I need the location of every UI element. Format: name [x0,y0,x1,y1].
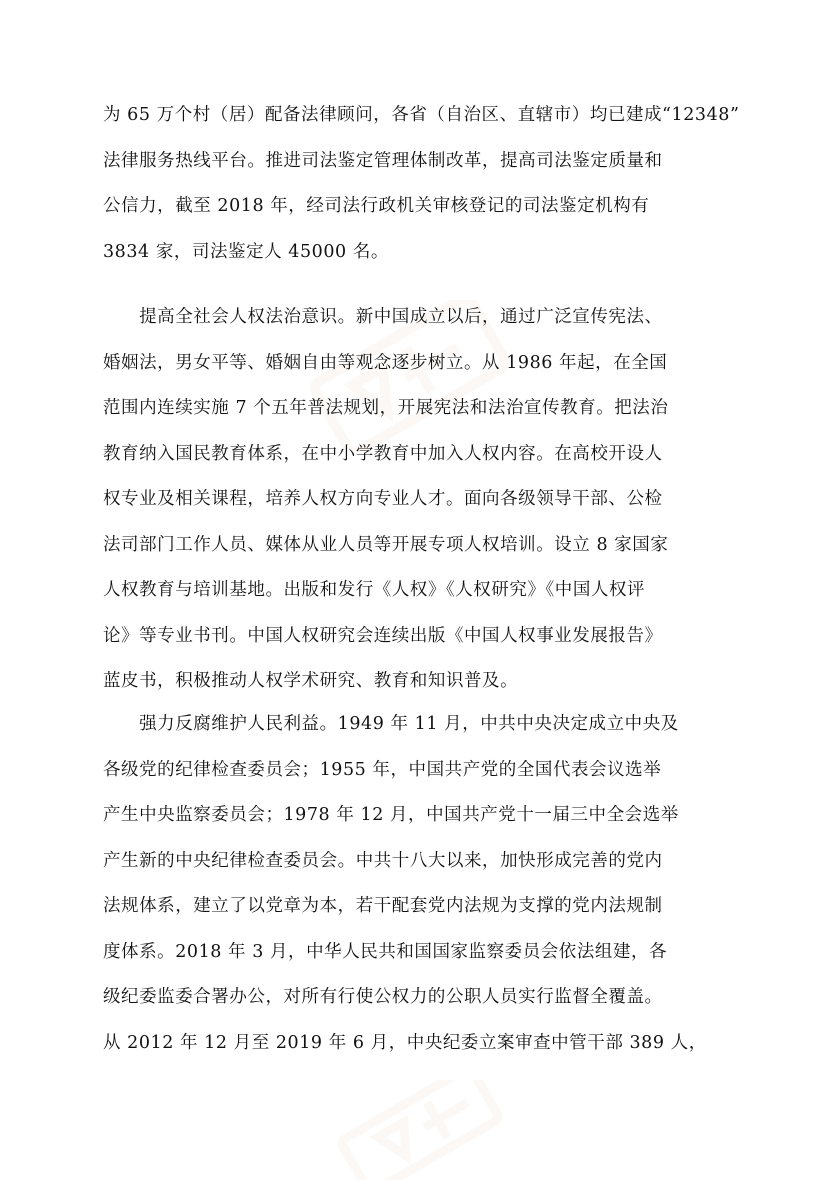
paragraph-human-rights-awareness [103,295,723,705]
text-line: 3834 家，司法鉴定人 45000 名。 [103,241,389,262]
text-line: 权专业及相关课程，培养人权方向专业人才。面向各级领导干部、公检 [103,489,663,509]
text-line: 法规体系，建立了以党章为本，若干配套党内法规为支撑的党内法规制 [103,896,663,916]
paragraph-anti-corruption [103,702,723,1066]
watermark-stamp-bottom [330,1080,510,1180]
paragraph-legal-services [103,93,740,275]
text-line: 婚姻法，男女平等、婚姻自由等观念逐步树立。从 1986 年起，在全国 [103,352,668,373]
text-line: 从 2012 年 12 月至 2019 年 6 月，中央纪委立案审查中管干部 389 人， [103,1032,707,1053]
text-line: 法律服务热线平台。推进司法鉴定管理体制改革，提高司法鉴定质量和 [103,150,663,171]
text-line: 强力反腐维护人民利益。1949 年 11 月，中共中央决定成立中央及 [103,714,679,734]
text-line: 各级党的纪律检查委员会；1955 年，中国共产党的全国代表会议选举 [103,759,662,780]
text-line: 教育纳入国民教育体系，在中小学教育中加入人权内容。在高校开设人 [103,443,663,464]
text-line: 论》等专业书刊。中国人权研究会连续出版《中国人权事业发展报告》 [103,625,663,646]
text-line: 产生新的中央纪律检查委员会。中共十八大以来，加快形成完善的党内 [103,850,663,871]
text-line: 范围内连续实施 7 个五年普法规划，开展宪法和法治宣传教育。把法治 [103,398,669,418]
text-line: 蓝皮书，积极推动人权学术研究、教育和知识普及。 [103,671,519,691]
text-line: 法司部门工作人员、媒体从业人员等开展专项人权培训。设立 8 家国家 [103,534,669,555]
text-line: 公信力，截至 2018 年，经司法行政机关审核登记的司法鉴定机构有 [103,196,650,216]
text-line: 提高全社会人权法治意识。新中国成立以后，通过广泛宣传宪法、 [103,307,663,327]
text-line: 为 65 万个村（居）配备法律顾问，各省（自治区、直辖市）均已建成“12348” [103,105,740,125]
text-line: 度体系。2018 年 3 月，中华人民共和国国家监察委员会依法组建，各 [103,941,668,962]
text-line: 人权教育与培训基地。出版和发行《人权》《人权研究》《中国人权评 [103,580,646,600]
text-line: 级纪委监委合署办公，对所有行使公权力的公职人员实行监督全覆盖。 [103,987,663,1007]
text-line: 产生中央监察委员会；1978 年 12 月，中国共产党十一届三中全会选举 [103,805,679,825]
